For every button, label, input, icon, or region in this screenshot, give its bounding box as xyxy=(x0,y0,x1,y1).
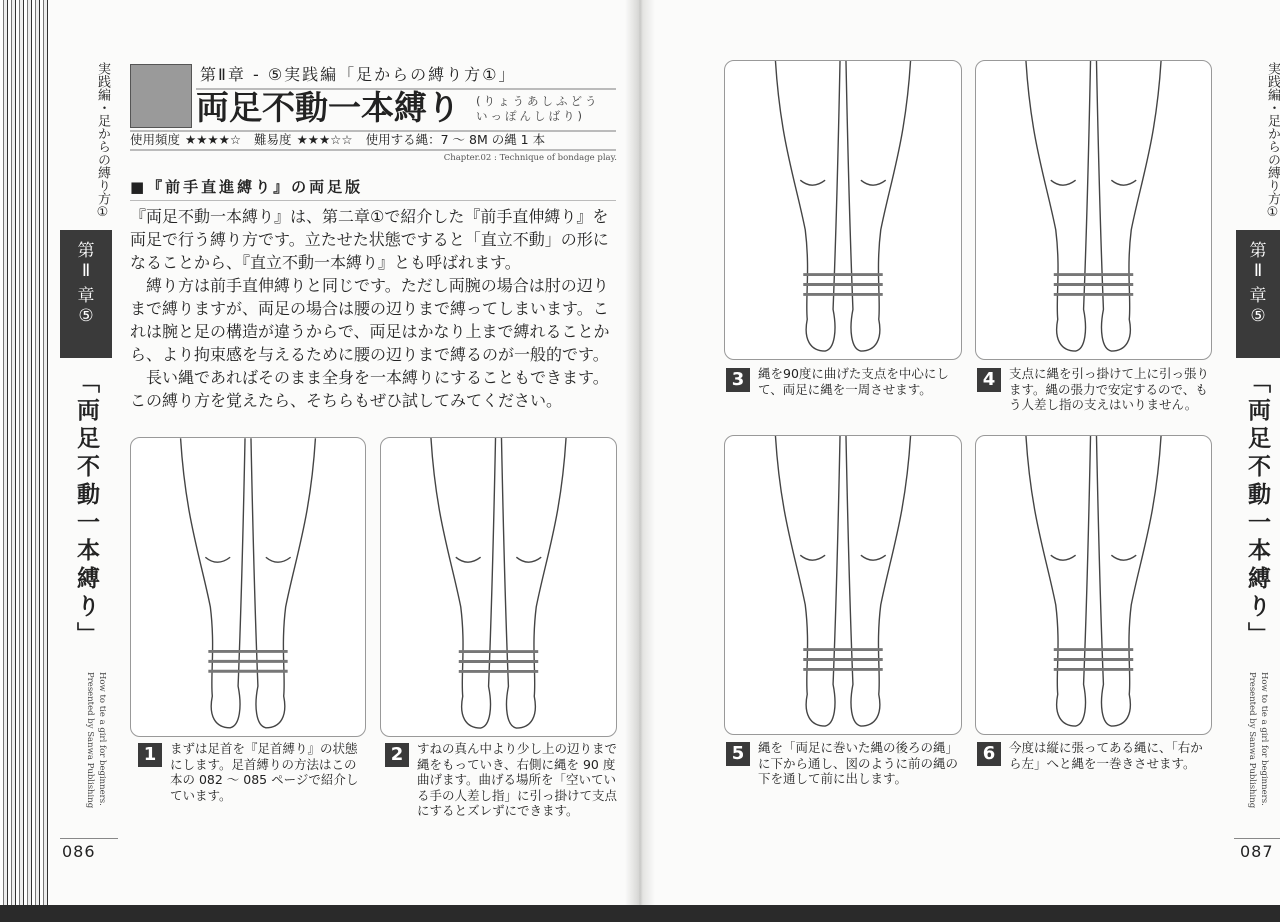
paragraph: 縛り方は前手直伸縛りと同じです。ただし両腕の場合は肘の辺りまで縛りますが、両足の場合は腰の辺りまで縛ってしまいます。これは腕と足の構造が違うからで、両足はかなり上まで縛れることから、より拘束感を与えるために腰の辺りまで縛るのが一般的です。 xyxy=(130,276,610,364)
divider xyxy=(130,200,616,201)
book-edge xyxy=(0,0,50,922)
divider xyxy=(130,149,616,151)
body-text xyxy=(130,205,620,412)
step-text: 支点に縄を引っ掛けて上に引っ張ります。縄の張力で安定するので、もう人差し指の支えはいりません。 xyxy=(1009,366,1210,412)
leg-illustration xyxy=(725,61,961,359)
step-text: 今度は縦に張ってある縄に、「右から左」へと縄を一巻きさせます。 xyxy=(1009,740,1203,771)
tab-text: Ⅱ xyxy=(81,261,91,281)
frequency-stars: ★★★★☆ xyxy=(185,132,242,147)
leg-illustration xyxy=(725,436,961,734)
tab-text: 章 xyxy=(77,286,95,306)
chapter-tab xyxy=(1236,230,1280,358)
illustration-panel-3 xyxy=(724,60,962,360)
chapter-tab xyxy=(60,230,112,358)
illustration-panel-2 xyxy=(380,437,617,737)
step-number: 3 xyxy=(726,368,750,392)
step-5 xyxy=(726,740,962,787)
vertical-title: 「両足不動一本縛り」 xyxy=(1244,370,1270,650)
tab-text: 第 xyxy=(77,241,95,261)
difficulty-stars: ★★★☆☆ xyxy=(296,132,353,147)
leg-illustration xyxy=(131,438,365,736)
chapter-english: Chapter.02 : Technique of bondage play. xyxy=(443,153,617,163)
tab-text: ⑤ xyxy=(1250,306,1266,326)
side-caption: 実践編・足からの縛り方① xyxy=(95,62,110,220)
step-number: 5 xyxy=(726,742,750,766)
step-text: 縄を「両足に巻いた縄の後ろの縄」に下から通し、図のように前の縄の下を通して前に出します。 xyxy=(758,740,959,786)
step-4 xyxy=(977,366,1213,413)
tab-text: 章 xyxy=(1249,286,1267,306)
credit: How to tie a girl for beginners. Presented by Sanwa Publishing xyxy=(1247,672,1269,809)
page-number: 086 xyxy=(62,842,96,861)
chapter-heading: 第Ⅱ章 - ⑤実践編「足からの縛り方①」 xyxy=(200,65,517,84)
chapter-thumbnail xyxy=(130,64,192,128)
page-number: 087 xyxy=(1240,842,1274,861)
illustration-panel-1 xyxy=(130,437,366,737)
step-number: 2 xyxy=(385,743,409,767)
illustration-panel-6 xyxy=(975,435,1212,735)
step-number: 6 xyxy=(977,742,1001,766)
step-2 xyxy=(385,741,617,819)
page-title: 両足不動一本縛り xyxy=(196,88,460,127)
vertical-title: 「両足不動一本縛り」 xyxy=(73,370,99,650)
tab-text: Ⅱ xyxy=(1253,261,1263,281)
rating-row: 使用頻度 ★★★★☆ 難易度 ★★★☆☆ 使用する縄：7 ～ 8M の縄 1 本 xyxy=(130,132,546,147)
step-1 xyxy=(138,741,368,803)
step-text: すねの真ん中より少し上の辺りまで縄をもっていき、右側に縄を 90 度曲げます。曲げる場所を「空いている手の人差し指」に引っ掛けて支点にするとズレずにできます。 xyxy=(417,741,618,818)
book-gutter xyxy=(625,0,655,905)
step-6 xyxy=(977,740,1213,771)
paragraph: 『両足不動一本縛り』は、第二章①で紹介した『前手直伸縛り』を両足で行う縛り方です。立たせた状態ですると「直立不動」の形になることから、『直立不動一本縛り』とも呼ばれます。 xyxy=(130,207,609,272)
scan-border xyxy=(0,905,1280,922)
credit: How to tie a girl for beginners. Presented by Sanwa Publishing xyxy=(85,672,107,809)
step-number: 4 xyxy=(977,368,1001,392)
paragraph: 長い縄であればそのまま全身を一本縛りにすることもできます。この縛り方を覚えたら、そちらもぜひ試してみてください。 xyxy=(130,368,609,410)
leg-illustration xyxy=(976,61,1211,359)
side-caption: 実践編・足からの縛り方① xyxy=(1265,62,1280,220)
step-text: 縄を90度に曲げた支点を中心にして、両足に縄を一周させます。 xyxy=(758,366,949,397)
illustration-panel-4 xyxy=(975,60,1212,360)
leg-illustration xyxy=(976,436,1211,734)
step-number: 1 xyxy=(138,743,162,767)
divider xyxy=(60,838,118,839)
leg-illustration xyxy=(381,438,616,736)
step-3 xyxy=(726,366,962,397)
divider xyxy=(1234,838,1280,839)
tab-text: 第 xyxy=(1249,241,1267,261)
illustration-panel-5 xyxy=(724,435,962,735)
title-reading: (りょうあしふどう いっぽんしばり) xyxy=(476,94,600,123)
tab-text: ⑤ xyxy=(78,306,94,326)
step-text: まずは足首を『足首縛り』の状態にします。足首縛りの方法はこの本の 082 ～ 085 ページで紹介しています。 xyxy=(170,741,359,803)
section-heading: ■『前手直進縛り』の両足版 xyxy=(130,178,364,196)
